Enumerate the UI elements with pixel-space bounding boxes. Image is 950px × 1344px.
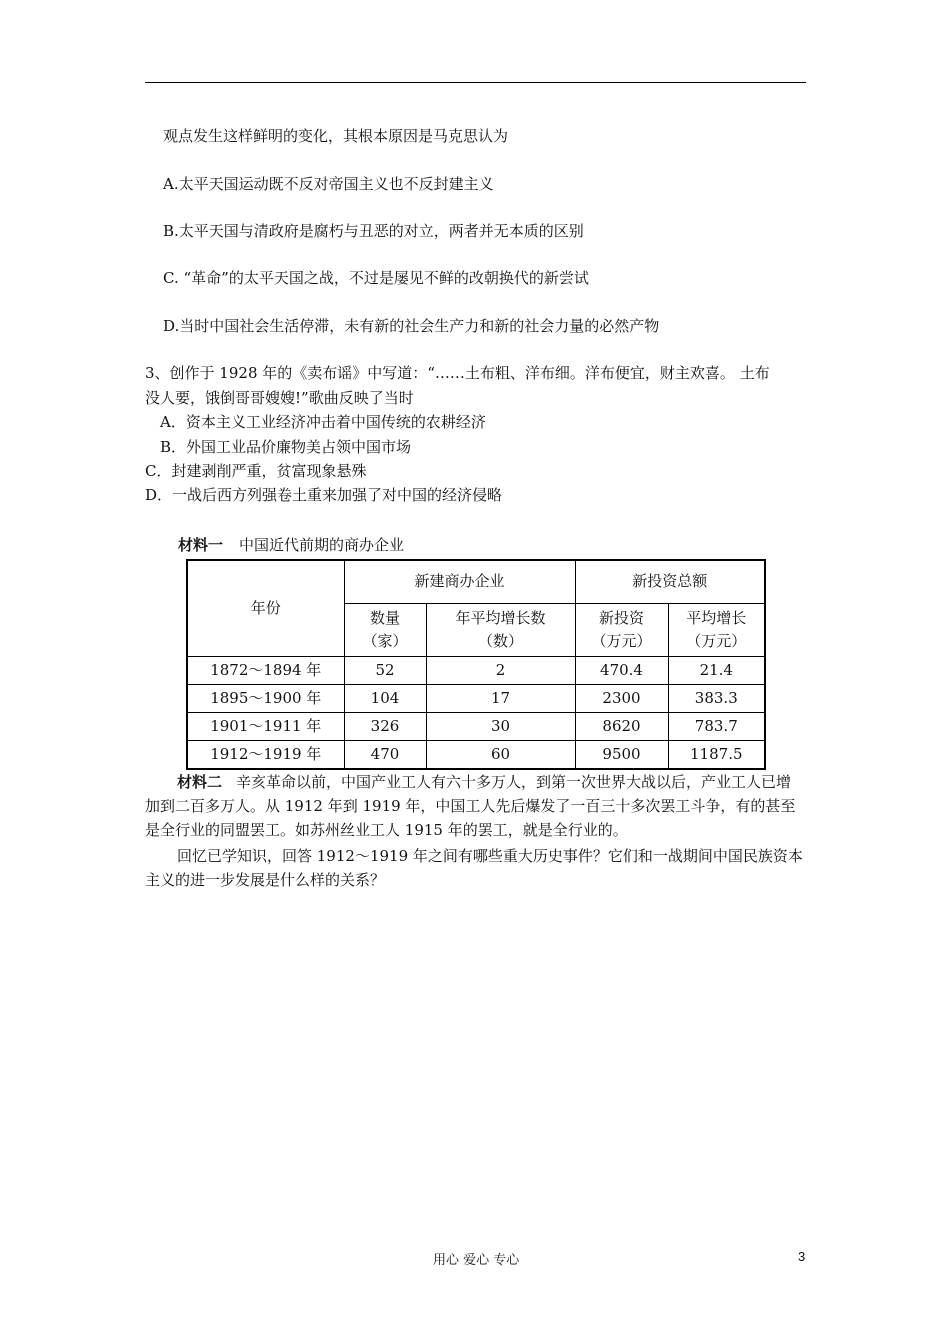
table-row [187,685,765,713]
q3-option-b: B．外国工业品价廉物美占领中国市场 [160,438,412,456]
q3-stem-line2: 没人要，饿倒哥哥嫂嫂!”歌曲反映了当时 [145,389,414,407]
cell-avg: 21.4 [668,657,765,685]
question-paragraph: 回忆已学知识，回答 1912～1919 年之间有哪些重大历史事件？它们和一战期间中国民族资本主义的进一步发展是什么样的关系？ [145,847,803,889]
cell-count: 326 [344,713,426,741]
header-count: 数量 （家） [344,604,426,657]
cell-count: 52 [344,657,426,685]
cell-investment: 8620 [575,713,668,741]
cell-investment: 2300 [575,685,668,713]
cell-period: 1895～1900 年 [187,685,344,713]
cell-investment: 470.4 [575,657,668,685]
q3-option-d: D．一战后西方列强卷土重来加强了对中国的经济侵略 [145,486,503,504]
q2-option-c: C. “革命”的太平天国之战，不过是屡见不鲜的改朝换代的新尝试 [163,269,589,287]
table-row [187,657,765,685]
q2-option-a: A.太平天国运动既不反对帝国主义也不反封建主义 [163,175,494,193]
enterprise-table [186,559,766,770]
cell-growth: 17 [426,685,575,713]
cell-growth: 60 [426,741,575,770]
page-number: 3 [798,1249,806,1264]
material2-paragraph [145,770,805,842]
q2-option-d: D.当时中国社会生活停滞，未有新的社会生产力和新的社会力量的必然产物 [163,317,660,335]
header-year: 年份 [187,560,344,657]
cell-period: 1912～1919 年 [187,741,344,770]
cell-avg: 1187.5 [668,741,765,770]
table-row [187,741,765,770]
header-group-new-enterprises: 新建商办企业 [344,560,575,604]
header-growth-count: 年平均增长数 （数） [426,604,575,657]
cell-avg: 383.3 [668,685,765,713]
header-rule [145,82,806,83]
header-avg-growth: 平均增长 （万元） [668,604,765,657]
table-header-row [187,560,765,604]
material1-caption [178,536,404,555]
material1-label: 材料一 [178,536,224,554]
cell-period: 1872～1894 年 [187,657,344,685]
q3-option-a: A．资本主义工业经济冲击着中国传统的农耕经济 [160,413,486,431]
cell-avg: 783.7 [668,713,765,741]
footer-motto: 用心 爱心 专心 [433,1253,520,1268]
cell-count: 104 [344,685,426,713]
cell-growth: 2 [426,657,575,685]
q3-stem-line1: 3、创作于 1928 年的《卖布谣》中写道：“……土布粗、洋布细。洋布便宜，财主欢喜。 土布 [145,364,770,382]
cell-period: 1901～1911 年 [187,713,344,741]
q3-option-c: C．封建剥削严重，贫富现象悬殊 [145,462,367,480]
cell-growth: 30 [426,713,575,741]
header-group-investment: 新投资总额 [575,560,765,604]
material1-title: 中国近代前期的商办企业 [239,536,405,554]
header-investment: 新投资 （万元） [575,604,668,657]
material2-text: 辛亥革命以前，中国产业工人有六十多万人，到第一次世界大战以后，产业工人已增加到二百多万人。从 1912 年到 1919 年，中国工人先后爆发了一百三十多次罢工斗争，有的甚至是全行业的同盟罢工。如苏州丝业工人 1915 年的罢工，就是全行业的。 [145,773,796,839]
q2-stem-tail: 观点发生这样鲜明的变化，其根本原因是马克思认为 [163,127,509,145]
cell-investment: 9500 [575,741,668,770]
material2-label: 材料二 [177,773,223,791]
table-row [187,713,765,741]
q2-option-b: B.太平天国与清政府是腐朽与丑恶的对立，两者并无本质的区别 [163,222,584,240]
cell-count: 470 [344,741,426,770]
